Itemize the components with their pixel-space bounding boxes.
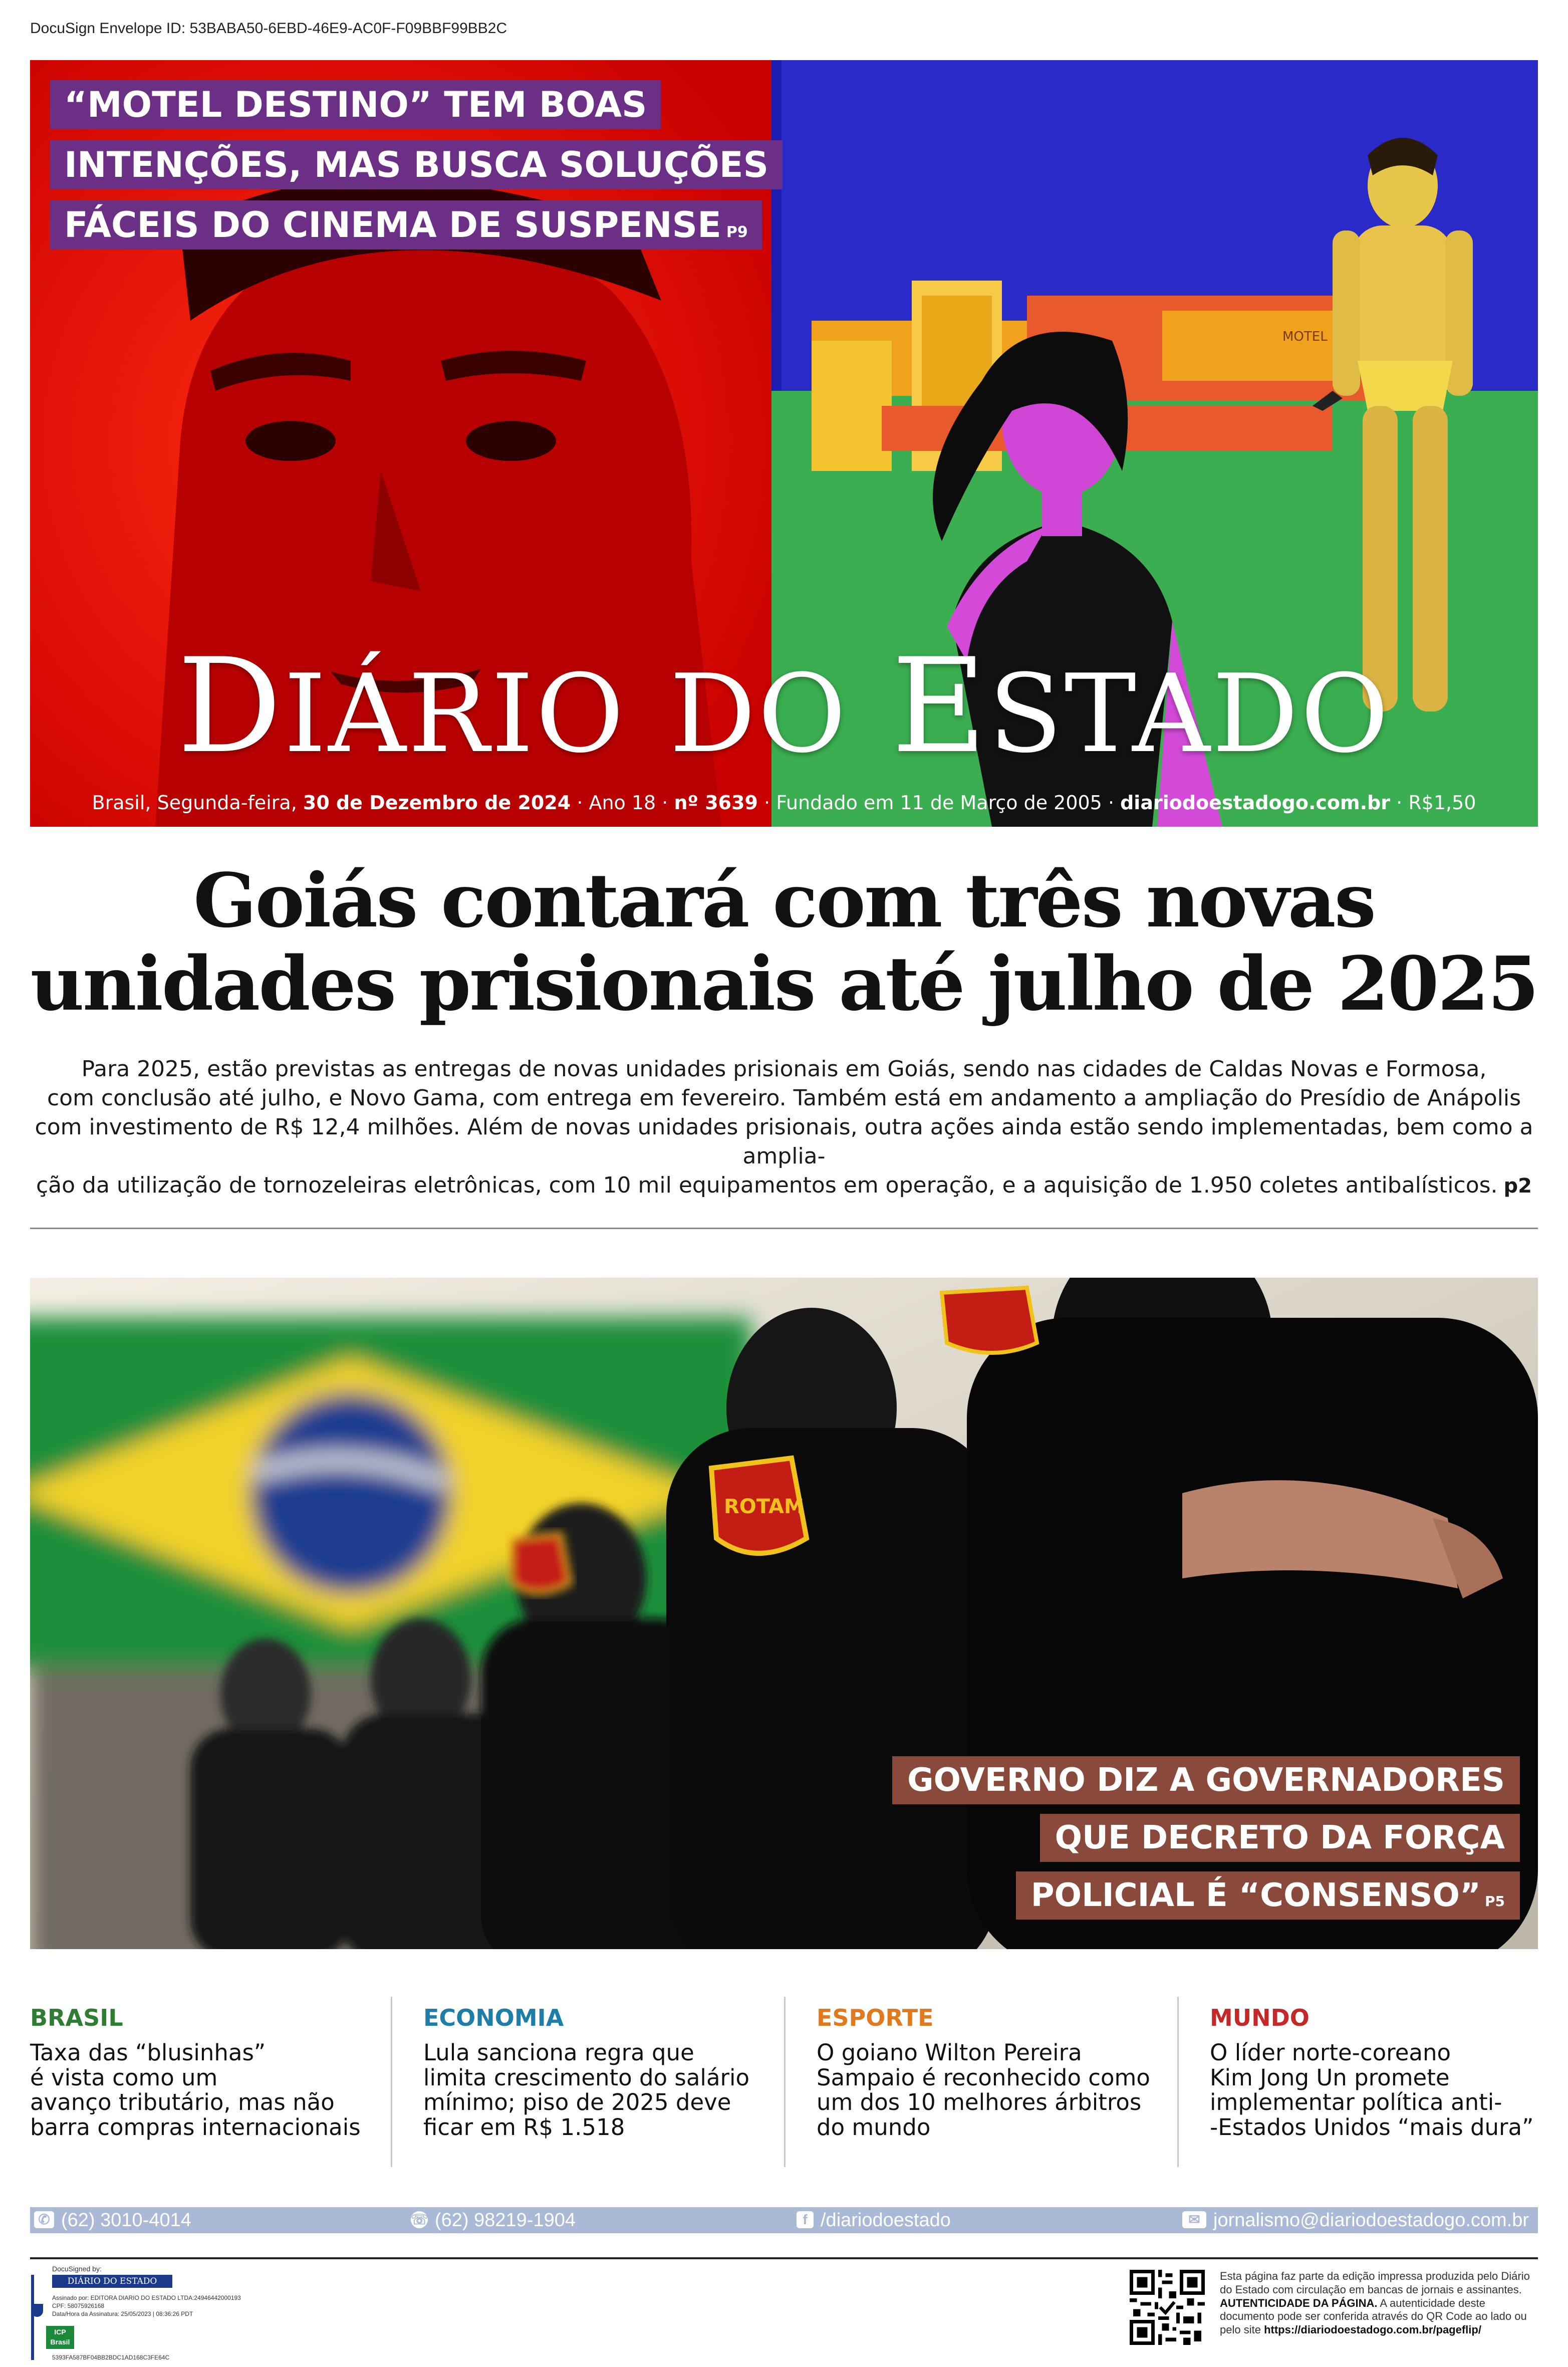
dateline-price: · R$1,50 [1390, 792, 1476, 814]
section-economia-line-2: limita crescimento do salário [423, 2064, 750, 2091]
section-economia-title: ECONOMIA [423, 2004, 564, 2031]
section-mundo-line-4: -Estados Unidos “mais dura” [1210, 2113, 1534, 2141]
hero-teaser-line-1: “MOTEL DESTINO” TEM BOAS [50, 80, 661, 129]
phone-icon: ✆ [34, 2211, 54, 2228]
footer-note-text-1: Esta página faz parte da edição impressa produzida pelo Diário do Estado com circulação em bancas de jornais e assinantes. [1220, 2270, 1530, 2296]
dateline-date: 30 de Dezembro de 2024 [303, 792, 571, 814]
section-mundo[interactable] [1210, 2004, 1555, 2140]
dateline-number: nº 3639 [674, 792, 758, 814]
divider [30, 2257, 1538, 2259]
section-esporte-line-4: do mundo [817, 2113, 931, 2141]
section-brasil[interactable] [30, 2004, 376, 2140]
contact-whatsapp-text: (62) 98219-1904 [435, 2210, 576, 2231]
section-divider [391, 1997, 392, 2167]
lede-line-4 [30, 1171, 1538, 1200]
footer-note [1220, 2270, 1535, 2337]
rotam-patch-text: ROTAM [724, 1495, 804, 1518]
lede-line-4-text: ção da utilização de tornozeleiras eletrônicas, com 10 mil equipamentos em operação, e a aquisição de 1.950 coletes antibalísticos. [36, 1172, 1498, 1199]
section-economia-line-3: mínimo; piso de 2025 deve [423, 2089, 731, 2115]
docusign-cpf: CPF: 58075926168 [52, 2302, 105, 2310]
lede-paragraph [30, 1055, 1538, 1200]
facebook-icon: f [797, 2211, 814, 2228]
section-esporte-title: ESPORTE [817, 2004, 934, 2031]
hero-teaser-line-2: INTENÇÕES, MAS BUSCA SOLUÇÕES [50, 140, 782, 189]
main-headline[interactable] [30, 859, 1538, 1026]
lede-page-ref[interactable]: p2 [1503, 1174, 1532, 1198]
hero-banner[interactable] [30, 60, 1538, 827]
dateline-prefix: Brasil, Segunda-feira, [92, 792, 303, 814]
lede-line-3: com investimento de R$ 12,4 milhões. Além de novas unidades prisionais, outra ações ainda estão sendo implementadas, bem como a amplia- [35, 1114, 1533, 1169]
dateline-site-link[interactable]: diariodoestadogo.com.br [1120, 792, 1391, 814]
photo-tag-line-2: QUE DECRETO DA FORÇA [1040, 1814, 1520, 1862]
footer-note-label: AUTENTICIDADE DA PÁGINA. [1220, 2296, 1378, 2309]
photo-tag-line-1: GOVERNO DIZ A GOVERNADORES [892, 1756, 1520, 1804]
section-economia[interactable] [423, 2004, 769, 2140]
contact-facebook-text: /diariodoestado [821, 2210, 951, 2231]
divider [30, 1228, 1538, 1229]
dateline-year: · Ano 18 · [571, 792, 674, 814]
masthead-d: D [177, 631, 284, 782]
icp-brasil-logo: ICP Brasil [46, 2326, 74, 2349]
police-photo[interactable] [30, 1278, 1538, 1949]
photo-tag-page: P5 [1484, 1893, 1505, 1910]
section-brasil-line-1: Taxa das “blusinhas” [30, 2039, 266, 2066]
docusign-logo: DIÁRIO DO ESTADO [52, 2275, 172, 2288]
contact-whatsapp[interactable] [411, 2207, 576, 2233]
section-economia-line-4: ficar em R$ 1.518 [423, 2113, 625, 2141]
docusign-bar [31, 2275, 34, 2360]
section-mundo-line-3: implementar política anti- [1210, 2089, 1502, 2115]
section-mundo-line-1: O líder norte-coreano [1210, 2039, 1451, 2066]
contact-facebook[interactable] [797, 2207, 951, 2233]
section-esporte-line-2: Sampaio é reconhecido como [817, 2064, 1150, 2091]
masthead-stado: STADO [988, 651, 1391, 777]
lede-line-2: com conclusão até julho, e Novo Gama, com entrega em fevereiro. Também está em andamento a ampliação do Presídio de Anápolis [47, 1085, 1521, 1111]
contact-bar [30, 2207, 1538, 2233]
docusign-datetime: Data/Hora da Assinatura: 25/05/2023 | 08:36:26 PDT [52, 2310, 193, 2318]
section-brasil-line-4: barra compras internacionais [30, 2113, 361, 2141]
masthead-do: DO [669, 651, 848, 777]
section-divider [1177, 1997, 1179, 2167]
docusign-envelope-id: DocuSign Envelope ID: 53BABA50-6EBD-46E9-AC0F-F09BBF99BB2C [30, 20, 507, 37]
photo-tag-line-3-text: POLICIAL É “CONSENSO” [1030, 1877, 1481, 1914]
masthead-logo[interactable] [30, 631, 1538, 782]
mail-icon: ✉ [1182, 2211, 1206, 2228]
rotam-patch [711, 1458, 807, 1553]
docusign-stamp [31, 2265, 292, 2365]
hero-teaser-line-3 [50, 200, 762, 250]
contact-phone[interactable] [34, 2207, 191, 2233]
docusign-signer: Assinado por: EDITORA DIARIO DO ESTADO LTDA:24946442000193 [52, 2294, 241, 2301]
section-economia-line-1: Lula sanciona regra que [423, 2039, 694, 2066]
section-brasil-line-2: é vista como um [30, 2064, 218, 2091]
section-esporte-line-3: um dos 10 melhores árbitros [817, 2089, 1142, 2115]
photo-tag-line-3 [1016, 1871, 1520, 1920]
section-esporte-line-1: O goiano Wilton Pereira [817, 2039, 1082, 2066]
whatsapp-icon: ☏ [411, 2211, 429, 2227]
motel-sign: MOTEL [1282, 329, 1328, 344]
dateline [30, 792, 1538, 814]
headline-line-2: unidades prisionais até julho de 2025 [30, 939, 1538, 1027]
headline-line-1: Goiás contará com três novas [193, 857, 1375, 944]
section-mundo-title: MUNDO [1210, 2004, 1310, 2031]
qr-code[interactable] [1130, 2270, 1205, 2345]
dateline-founded: · Fundado em 11 de Março de 2005 · [757, 792, 1121, 814]
footer-note-url[interactable]: https://diariodoestadogo.com.br/pageflip/ [1264, 2323, 1481, 2336]
section-divider [784, 1997, 786, 2167]
contact-email-text: jornalismo@diariodoestadogo.com.br [1213, 2210, 1529, 2231]
hero-teaser-page: P9 [726, 223, 748, 241]
masthead-e: E [891, 631, 989, 782]
section-brasil-line-3: avanço tributário, mas não [30, 2089, 335, 2115]
hero-teaser-line-3-text: FÁCEIS DO CINEMA DE SUSPENSE [64, 204, 721, 246]
lede-line-1: Para 2025, estão previstas as entregas de novas unidades prisionais em Goiás, sendo nas cidades de Caldas Novas e Formosa, [81, 1056, 1487, 1082]
footer-note-text-2: A autenticidade deste documento pode ser conferida através do QR Code ao lado ou pelo site [1220, 2296, 1527, 2336]
contact-phone-text: (62) 3010-4014 [61, 2210, 191, 2231]
masthead-iario: IÁRIO [284, 651, 626, 777]
docusign-hash: 5393FA587BF04BB2BDC1AD168C3FE64C [52, 2354, 170, 2361]
section-esporte[interactable] [817, 2004, 1162, 2140]
shield-icon [31, 2304, 43, 2317]
docusign-signed-by: DocuSigned by: [52, 2265, 102, 2273]
section-brasil-title: BRASIL [30, 2004, 123, 2031]
section-mundo-line-2: Kim Jong Un promete [1210, 2064, 1450, 2091]
contact-email[interactable] [1182, 2207, 1529, 2233]
